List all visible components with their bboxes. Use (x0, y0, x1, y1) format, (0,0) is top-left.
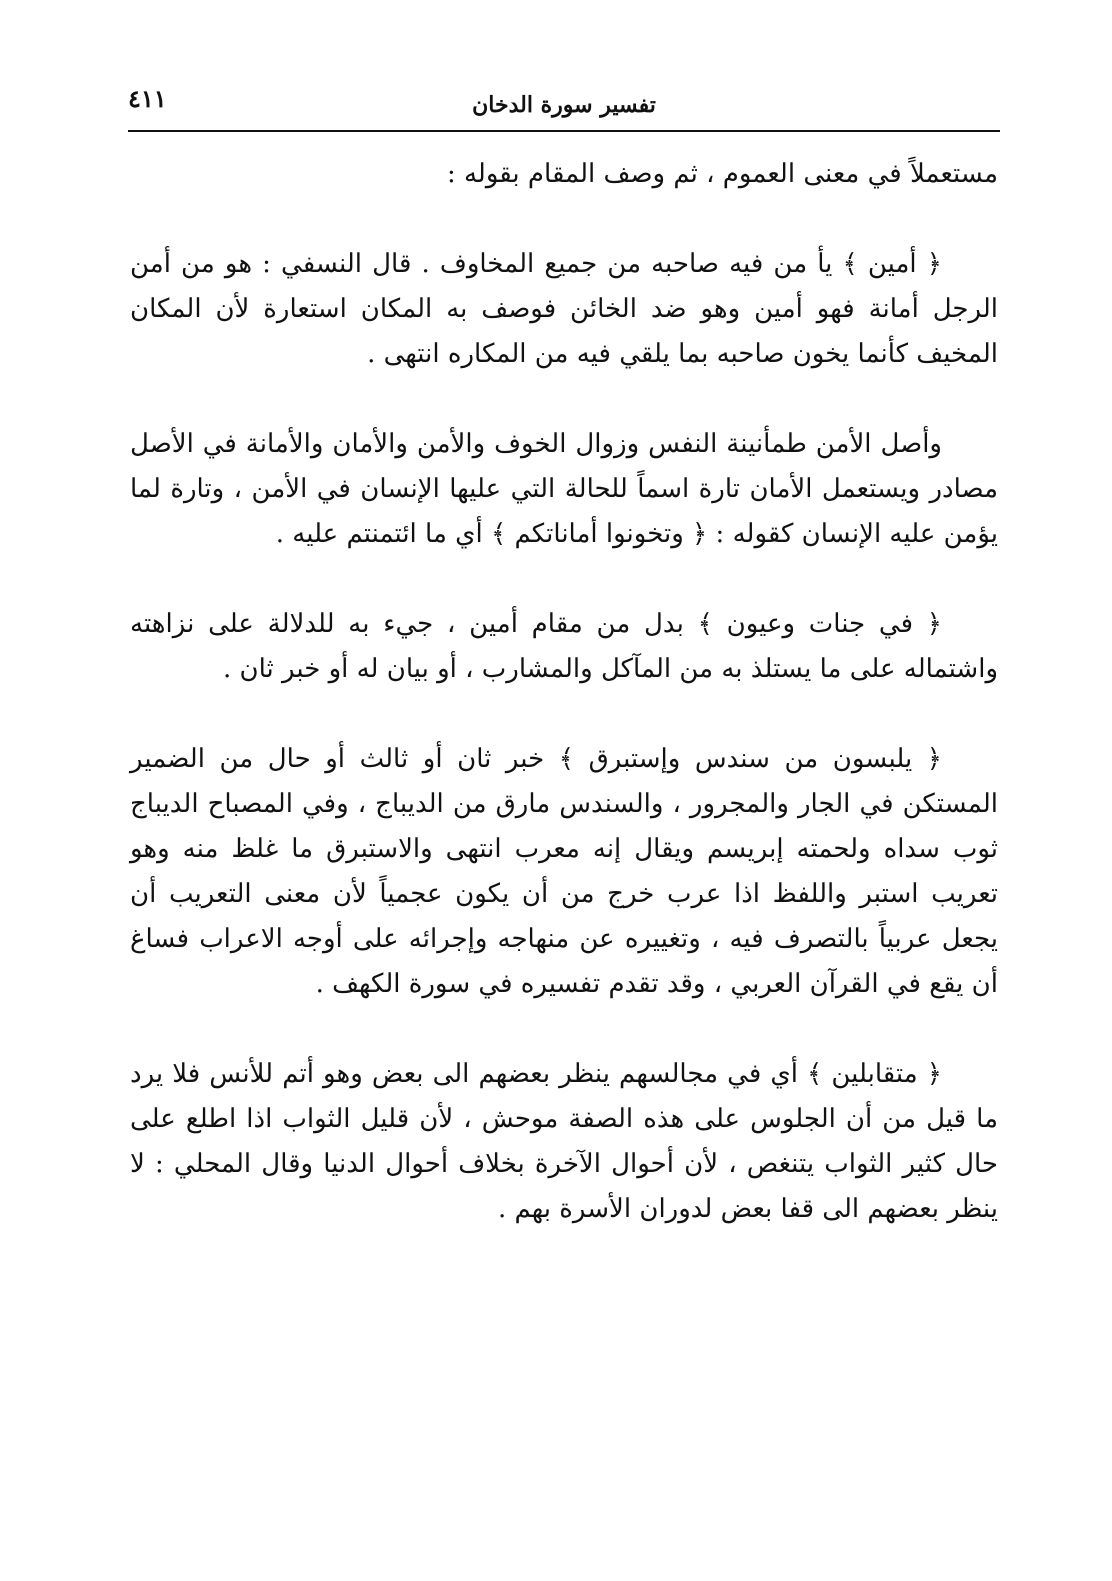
paragraph: مستعملاً في معنى العموم ، ثم وصف المقام بقوله : (446, 159, 998, 189)
body-text (130, 152, 998, 1277)
page-header (128, 78, 1000, 132)
paragraph: ﴿ يلبسون من سندس وإستبرق ﴾ خبر ثان أو ثالث أو حال من الضمير المستكن في الجار والمجرور ، والسندس مارق من الديباج ، وفي المصباح الديباج ثوب سداه ولحمته إبريسم ويقال إنه معرب انتهى والاستبرق ما غلظ منه وهو تعريب استبر واللفظ اذا عرب خرج من أن يكون عجمياً لأن معنى التعريب أن يجعل عربياً بالتصرف فيه ، وتغييره عن منهاجه وإجرائه على أوجه الاعراب فساغ أن يقع في القرآن العربي ، وقد تقدم تفسيره في سورة الكهف . (130, 744, 998, 999)
header-rule (128, 130, 1000, 132)
paragraph: ﴿ في جنات وعيون ﴾ بدل من مقام أمين ، جيء به للدلالة على نزاهته واشتماله على ما يستلذ به من المآكل والمشارب ، أو بيان له أو خبر ثان . (130, 609, 998, 684)
running-title: تفسير سورة الدخان (472, 92, 656, 118)
paragraph: وأصل الأمن طمأنينة النفس وزوال الخوف والأمن والأمان والأمانة في الأصل مصادر ويستعمل الأمان تارة اسماً للحالة التي عليها الإنسان في الأمن ، وتارة لما يؤمن عليه الإنسان كقوله : ﴿ وتخونوا أماناتكم ﴾ أي ما ائتمنتم عليه . (130, 429, 998, 549)
paragraph: ﴿ متقابلين ﴾ أي في مجالسهم ينظر بعضهم الى بعض وهو أتم للأنس فلا يرد ما قيل من أن الجلوس على هذه الصفة موحش ، لأن قليل الثواب اذا اطلع على حال كثير الثواب يتنغص ، لأن أحوال الآخرة بخلاف أحوال الدنيا وقال المحلي : لا ينظر بعضهم الى قفا بعض لدوران الأسرة بهم . (130, 1059, 998, 1224)
page-number: ٤١١ (128, 84, 167, 113)
paragraph: ﴿ أمين ﴾ يأ من فيه صاحبه من جميع المخاوف . قال النسفي : هو من أمن الرجل أمانة فهو أمين وهو ضد الخائن فوصف به المكان استعارة لأن المكان المخيف كأنما يخون صاحبه بما يلقي فيه من المكاره انتهى . (130, 249, 998, 369)
